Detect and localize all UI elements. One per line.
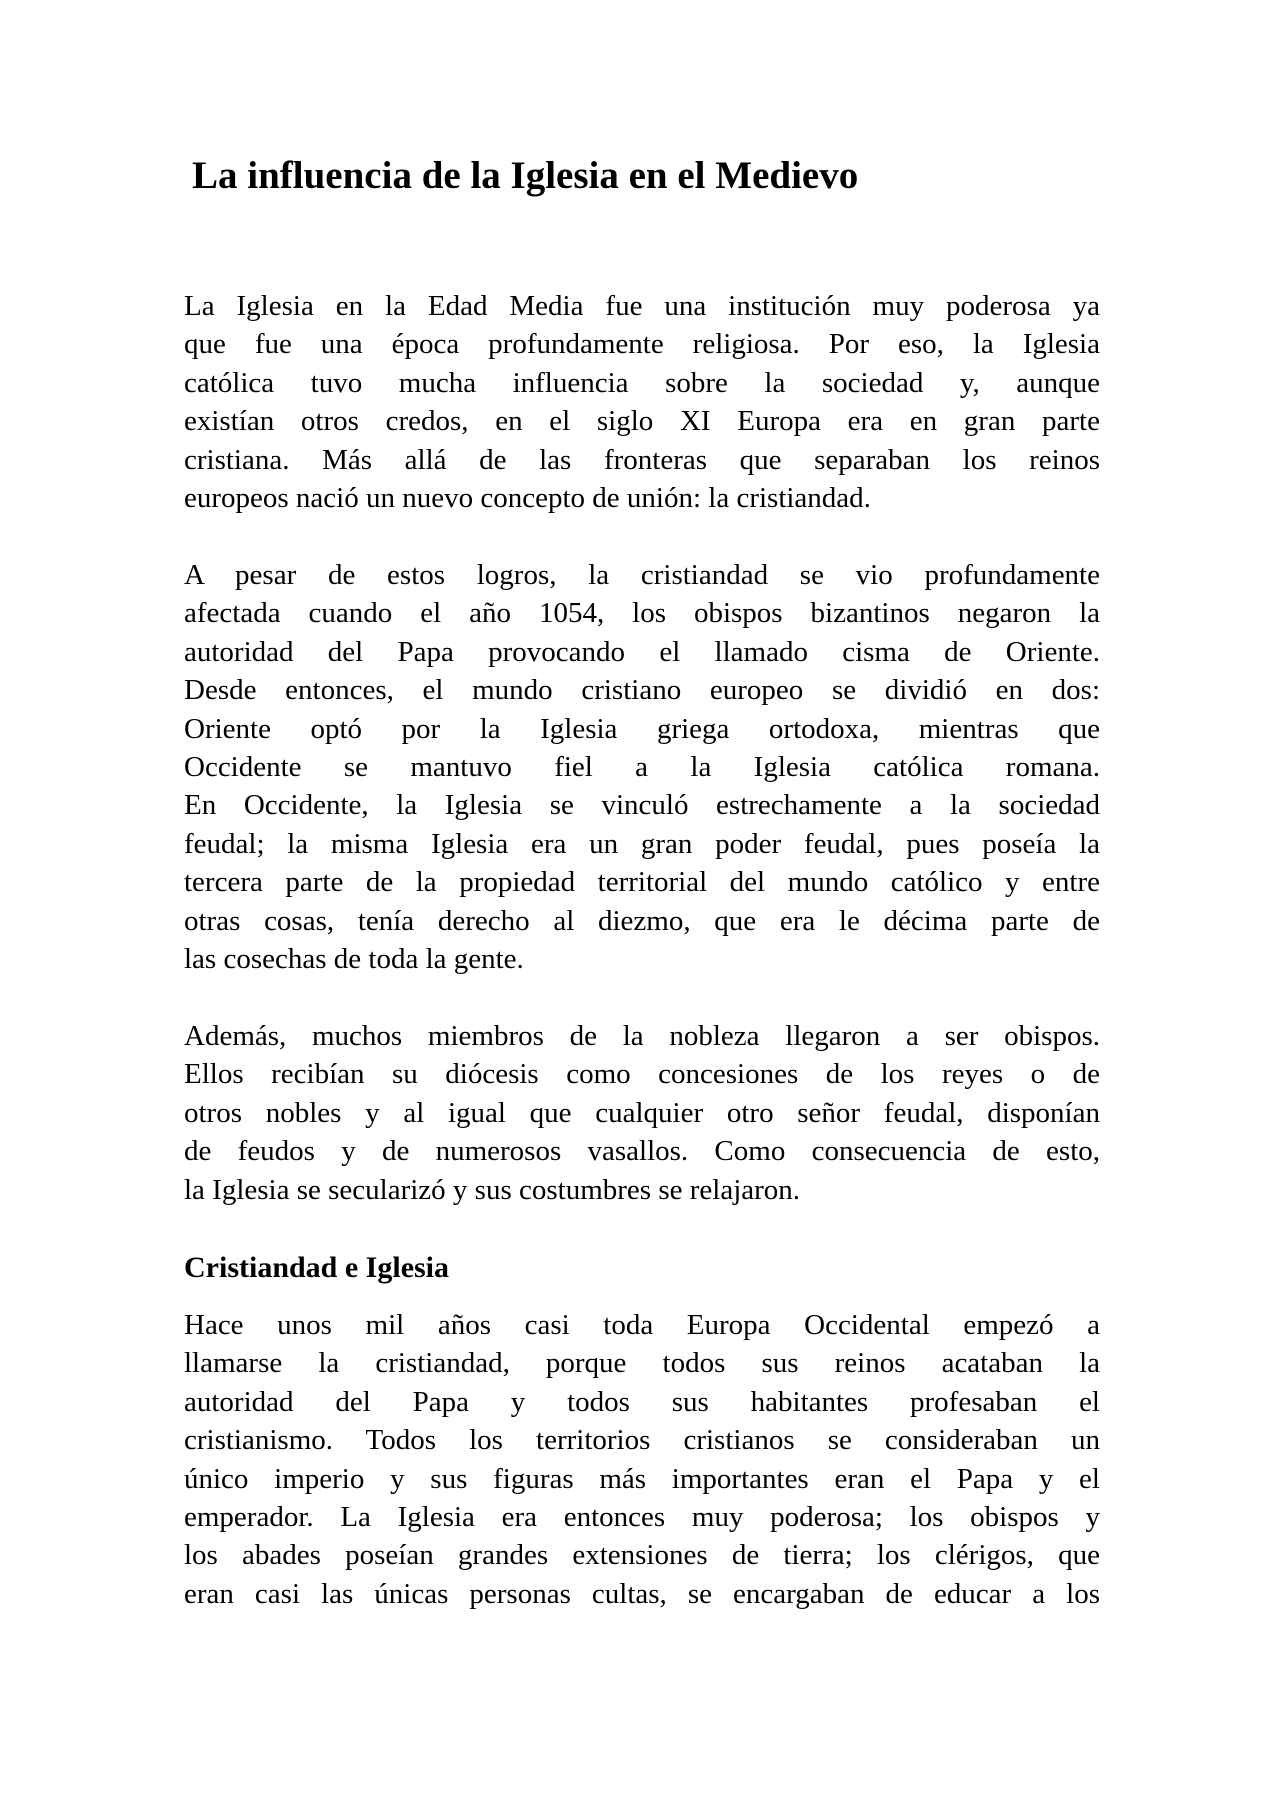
text-line: Oriente optó por la Iglesia griega ortodoxa, mientras que — [184, 712, 1100, 745]
paragraph-1 — [184, 287, 1100, 517]
text-line: tercera parte de la propiedad territorial del mundo católico y entre — [184, 866, 1100, 899]
text-line: Desde entonces, el mundo cristiano europeo se dividió en dos: — [184, 674, 1100, 707]
text-line: emperador. La Iglesia era entonces muy poderosa; los obispos y — [184, 1500, 1100, 1533]
text-line: otras cosas, tenía derecho al diezmo, que era le décima parte de — [184, 904, 1100, 937]
text-line: Además, muchos miembros de la nobleza llegaron a ser obispos. — [184, 1020, 1100, 1052]
text-line: Ellos recibían su diócesis como concesiones de los reyes o de — [184, 1058, 1100, 1091]
text-line: afectada cuando el año 1054, los obispos bizantinos negaron la — [184, 597, 1100, 630]
paragraph-4 — [184, 1306, 1100, 1613]
text-line: europeos nació un nuevo concepto de unión: la cristiandad. — [184, 481, 871, 514]
text-line: la Iglesia se secularizó y sus costumbres se relajaron. — [184, 1173, 801, 1206]
text-line: católica tuvo mucha influencia sobre la sociedad y, aunque — [184, 366, 1100, 399]
text-line: los abades poseían grandes extensiones de tierra; los clérigos, que — [184, 1539, 1100, 1572]
text-line: de feudos y de numerosos vasallos. Como consecuencia de esto, — [184, 1135, 1100, 1168]
text-line: llamarse la cristiandad, porque todos sus reinos acataban la — [184, 1347, 1100, 1380]
paragraph-2 — [184, 556, 1100, 978]
paragraph-3 — [184, 1017, 1100, 1209]
text-line: Occidente se mantuvo fiel a la Iglesia católica romana. — [184, 750, 1100, 783]
text-line: eran casi las únicas personas cultas, se encargaban de educar a los — [184, 1577, 1100, 1610]
text-line: autoridad del Papa provocando el llamado cisma de Oriente. — [184, 635, 1100, 668]
document-title: La influencia de la Iglesia en el Medievo — [192, 154, 859, 197]
text-line: Hace unos mil años casi toda Europa Occidental empezó a — [184, 1309, 1100, 1341]
section-heading: Cristiandad e Iglesia — [184, 1251, 450, 1284]
text-line: autoridad del Papa y todos sus habitantes profesaban el — [184, 1385, 1100, 1418]
text-line: A pesar de estos logros, la cristiandad se vio profundamente — [184, 559, 1100, 591]
text-line: cristiana. Más allá de las fronteras que separaban los reinos — [184, 443, 1100, 476]
text-line: feudal; la misma Iglesia era un gran poder feudal, pues poseía la — [184, 827, 1100, 860]
text-line: las cosechas de toda la gente. — [184, 942, 524, 975]
text-line: que fue una época profundamente religiosa. Por eso, la Iglesia — [184, 328, 1100, 361]
text-line: otros nobles y al igual que cualquier otro señor feudal, disponían — [184, 1096, 1100, 1129]
text-line: La Iglesia en la Edad Media fue una institución muy poderosa ya — [184, 290, 1100, 322]
text-line: único imperio y sus figuras más importantes eran el Papa y el — [184, 1462, 1100, 1495]
text-line: existían otros credos, en el siglo XI Europa era en gran parte — [184, 405, 1100, 438]
text-line: cristianismo. Todos los territorios cristianos se consideraban un — [184, 1424, 1100, 1457]
text-line: En Occidente, la Iglesia se vinculó estrechamente a la sociedad — [184, 789, 1100, 822]
